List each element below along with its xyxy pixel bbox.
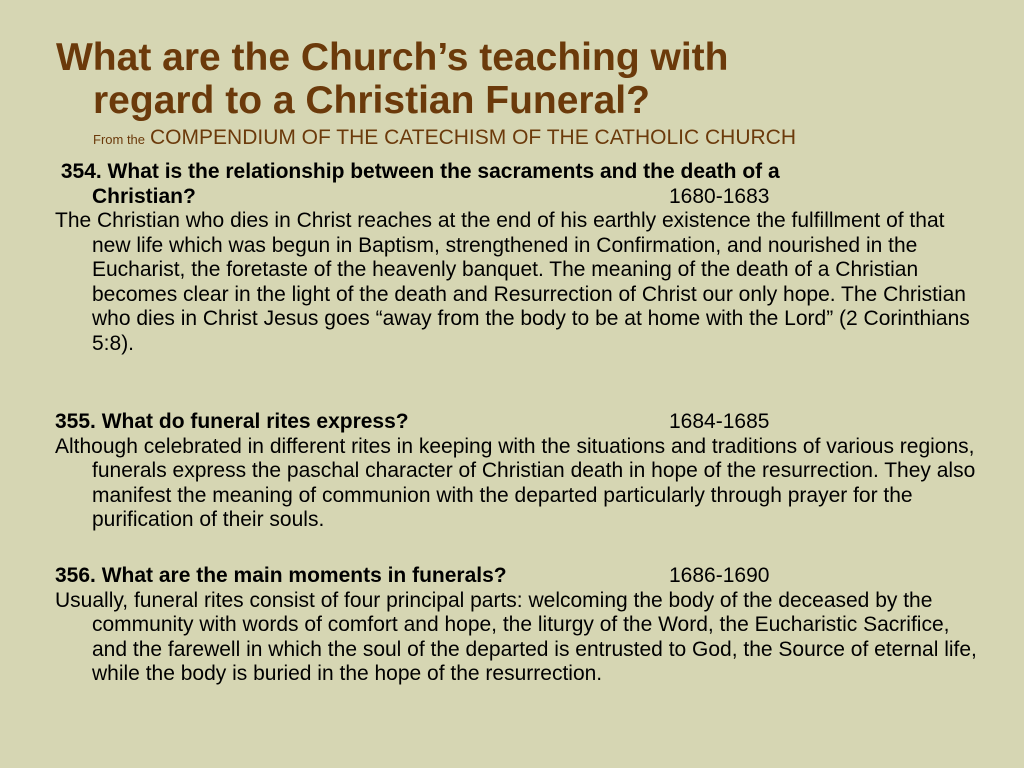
section-356 xyxy=(55,564,985,687)
question-354-line-2 xyxy=(55,185,985,210)
page-title xyxy=(56,36,996,122)
answer-355: Although celebrated in different rites in keeping with the situations and traditions of various regions, funerals express the paschal character of Christian death in hope of the resurrection. They also manifest the meaning of communion with the departed particularly through prayer for the purification of their souls. xyxy=(55,434,976,531)
question-356-text: 356. What are the main moments in funerals? xyxy=(55,564,507,587)
section-354 xyxy=(55,160,985,356)
subtitle-source: COMPENDIUM OF THE CATECHISM OF THE CATHOLIC CHURCH xyxy=(150,126,796,149)
question-354-line-1: 354. What is the relationship between the sacraments and the death of a xyxy=(55,160,780,183)
question-356 xyxy=(55,564,985,589)
question-355-text: 355. What do funeral rites express? xyxy=(55,410,409,433)
answer-354: The Christian who dies in Christ reaches at the end of his earthly existence the fulfillment of that new life which was begun in Baptism, strengthened in Confirmation, and nourished in the Eucharist, the foretaste of the heavenly banquet. The meaning of the death of a Christian becomes clear in the light of the death and Resurrection of Christ our only hope. The Christian who dies in Christ Jesus goes “away from the body to be at home with the Lord” (2 Corinthians 5:8). xyxy=(55,209,970,355)
subtitle-prefix: From the xyxy=(93,132,146,147)
answer-356: Usually, funeral rites consist of four principal parts: welcoming the body of the deceased by the community with words of comfort and hope, the liturgy of the Word, the Eucharistic Sacrifice, and the farewell in which the soul of the departed is entrusted to God, the Source of eternal life, while the body is buried in the hope of the resurrection. xyxy=(55,588,977,685)
reference-355: 1684-1685 xyxy=(669,410,770,433)
title-line-2: regard to a Christian Funeral? xyxy=(93,79,650,122)
section-355 xyxy=(55,410,985,533)
question-355 xyxy=(55,410,985,435)
reference-354: 1680-1683 xyxy=(669,184,770,208)
reference-356: 1686-1690 xyxy=(669,564,770,587)
question-354-text: Christian? xyxy=(92,184,196,208)
subtitle xyxy=(93,126,796,150)
question-354 xyxy=(55,160,985,209)
title-line-1: What are the Church’s teaching with xyxy=(56,36,729,79)
